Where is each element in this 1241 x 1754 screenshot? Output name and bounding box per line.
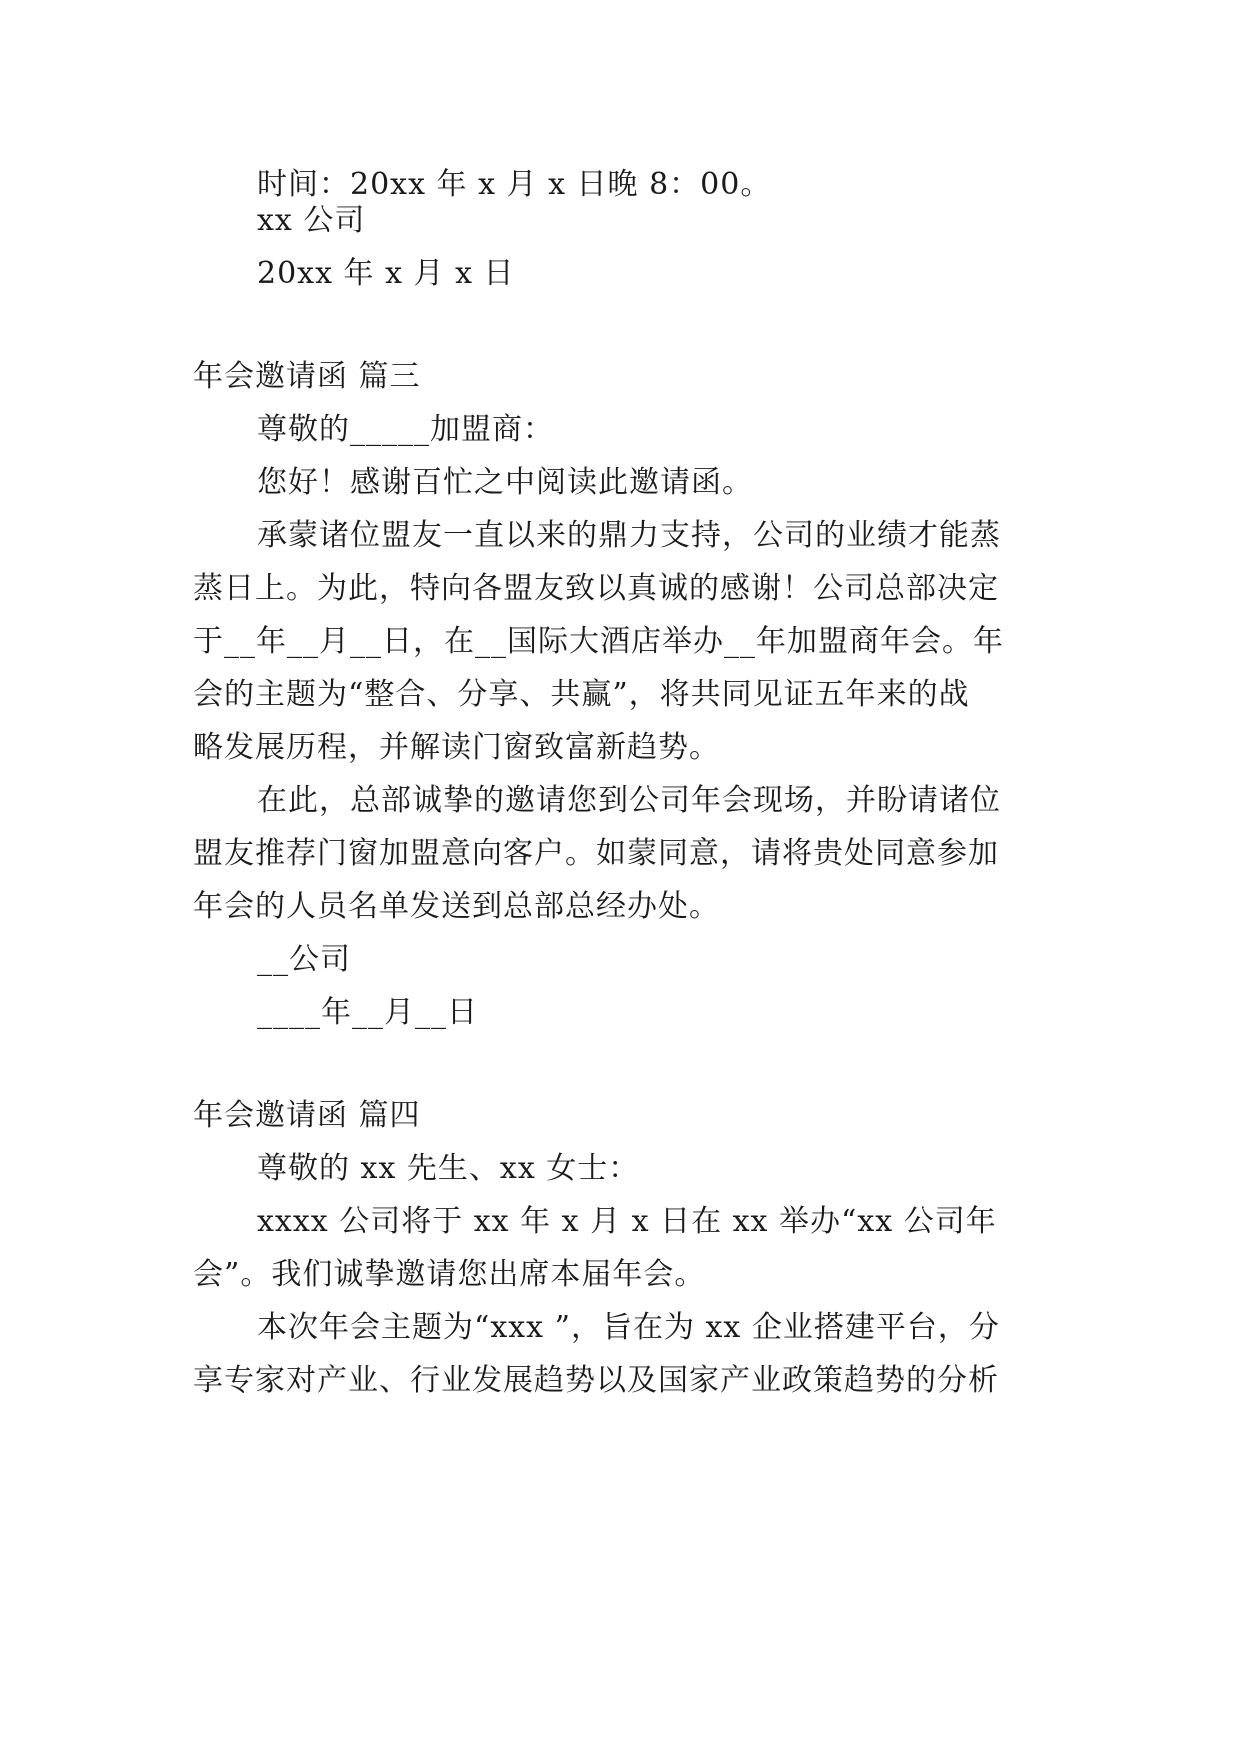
section-three-signature-company: __公司 <box>257 942 351 977</box>
signature-date: 20xx 年 x 月 x 日 <box>257 256 515 291</box>
section-three-p2-line1: 在此，总部诚挚的邀请您到公司年会现场，并盼请诸位 <box>257 783 1001 818</box>
section-three-p1-line1: 承蒙诸位盟友一直以来的鼎力支持，公司的业绩才能蒸 <box>257 518 1001 553</box>
section-three-p1-line2: 蒸日上。为此，特向各盟友致以真诚的感谢！公司总部决定 <box>193 571 999 606</box>
section-three-heading: 年会邀请函 篇三 <box>193 359 421 394</box>
section-three-p1-line4: 会的主题为“整合、分享、共赢”，将共同见证五年来的战 <box>193 677 970 712</box>
section-four-p1-line1: xxxx 公司将于 xx 年 x 月 x 日在 xx 举办“xx 公司年 <box>257 1204 997 1239</box>
section-three-signature-date: ____年__月__日 <box>257 995 478 1030</box>
section-four-salutation: 尊敬的 xx 先生、xx 女士： <box>257 1151 640 1186</box>
section-four-heading: 年会邀请函 篇四 <box>193 1098 421 1133</box>
event-time-line: 时间：20xx 年 x 月 x 日晚 8：00。 <box>257 167 772 202</box>
section-three-p1-line3: 于__年__月__日，在__国际大酒店举办__年加盟商年会。年 <box>193 624 1004 659</box>
section-three-salutation: 尊敬的_____加盟商： <box>257 412 554 447</box>
section-three-p1-line5: 略发展历程，并解读门窗致富新趋势。 <box>193 730 720 765</box>
section-three-p2-line3: 年会的人员名单发送到总部总经办处。 <box>193 889 720 924</box>
section-four-p2-line2: 享专家对产业、行业发展趋势以及国家产业政策趋势的分析 <box>193 1363 999 1398</box>
section-three-p2-line2: 盟友推荐门窗加盟意向客户。如蒙同意，请将贵处同意参加 <box>193 836 999 871</box>
section-four-p2-line1: 本次年会主题为“xxx ”，旨在为 xx 企业搭建平台，分 <box>257 1310 1000 1345</box>
signature-company: xx 公司 <box>257 203 366 238</box>
section-three-greeting: 您好！感谢百忙之中阅读此邀请函。 <box>257 465 753 500</box>
section-four-p1-line2: 会”。我们诚挚邀请您出席本届年会。 <box>193 1257 706 1292</box>
